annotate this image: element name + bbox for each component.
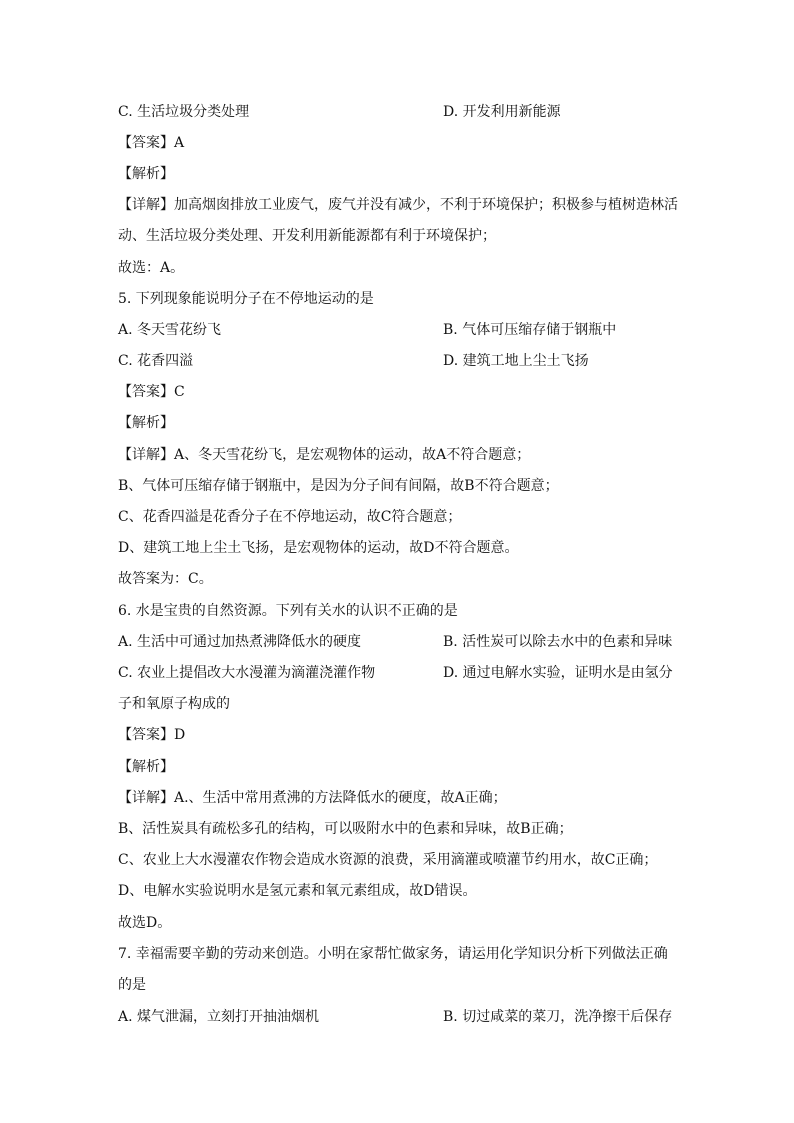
q5-detail-a: 【详解】A、冬天雪花纷飞，是宏观物体的运动，故A不符合题意； [118,447,531,463]
q6-detail-a: 【详解】A.、生活中常用煮沸的方法降低水的硬度，故A正确； [118,790,507,806]
q6-option-a: A. 生活中可通过加热煮沸降低水的硬度 [118,634,362,650]
q6-option-d-line2: 子和氧原子构成的 [118,696,230,712]
q5-option-b: B. 气体可压缩存储于钢瓶中 [443,322,617,338]
q6-answer: 【答案】D [118,727,186,743]
q4-answer: 【答案】A [118,135,185,151]
q6-analysis-heading: 【解析】 [118,759,174,775]
q4-detail-line2: 动、生活垃圾分类处理、开发利用新能源都有利于环境保护； [118,228,496,244]
q5-answer: 【答案】C [118,384,185,400]
q6-detail-b: B、活性炭具有疏松多孔的结构，可以吸附水中的色素和异味，故B正确； [118,821,573,837]
q6-detail-c: C、农业上大水漫灌农作物会造成水资源的浪费，采用滴灌或喷灌节约用水，故C正确； [118,852,658,868]
q7-option-b: B. 切过咸菜的菜刀，洗净擦干后保存 [443,1009,673,1025]
q4-analysis-heading: 【解析】 [118,166,174,182]
q7-option-a: A. 煤气泄漏，立刻打开抽油烟机 [118,1009,320,1025]
q6-option-c: C. 农业上提倡改大水漫灌为滴灌浇灌作物 [118,665,376,681]
q5-stem: 5. 下列现象能说明分子在不停地运动的是 [118,291,374,307]
q5-option-c: C. 花香四溢 [118,353,194,369]
q6-stem: 6. 水是宝贵的自然资源。下列有关水的认识不正确的是 [118,603,458,619]
q7-stem-line2: 的是 [118,977,146,993]
q5-detail-b: B、气体可压缩存储于钢瓶中，是因为分子间有间隔，故B不符合题意； [118,478,559,494]
q4-conclusion: 故选：A。 [118,260,185,276]
q4-option-d: D. 开发利用新能源 [443,104,561,120]
q4-detail-line1: 【详解】加高烟囱排放工业废气，废气并没有减少，不利于环境保护；积极参与植树造林活 [118,197,678,213]
q6-option-d-line1: D. 通过电解水实验，证明水是由氢分 [443,665,673,681]
q5-option-d: D. 建筑工地上尘土飞扬 [443,353,589,369]
q5-detail-d: D、建筑工地上尘土飞扬，是宏观物体的运动，故D不符合题意。 [118,540,519,556]
q5-detail-c: C、花香四溢是花香分子在不停地运动，故C符合题意； [118,509,462,525]
q4-option-c: C. 生活垃圾分类处理 [118,104,250,120]
q6-conclusion: 故选D。 [118,915,172,931]
q5-option-a: A. 冬天雪花纷飞 [118,322,222,338]
q5-analysis-heading: 【解析】 [118,415,174,431]
q6-option-b: B. 活性炭可以除去水中的色素和异味 [443,634,673,650]
q7-stem-line1: 7. 幸福需要辛勤的劳动来创造。小明在家帮忙做家务，请运用化学知识分析下列做法正确 [118,946,668,962]
q6-detail-d: D、电解水实验说明水是氢元素和氧元素组成，故D错误。 [118,883,477,899]
q5-conclusion: 故答案为：C。 [118,571,213,587]
